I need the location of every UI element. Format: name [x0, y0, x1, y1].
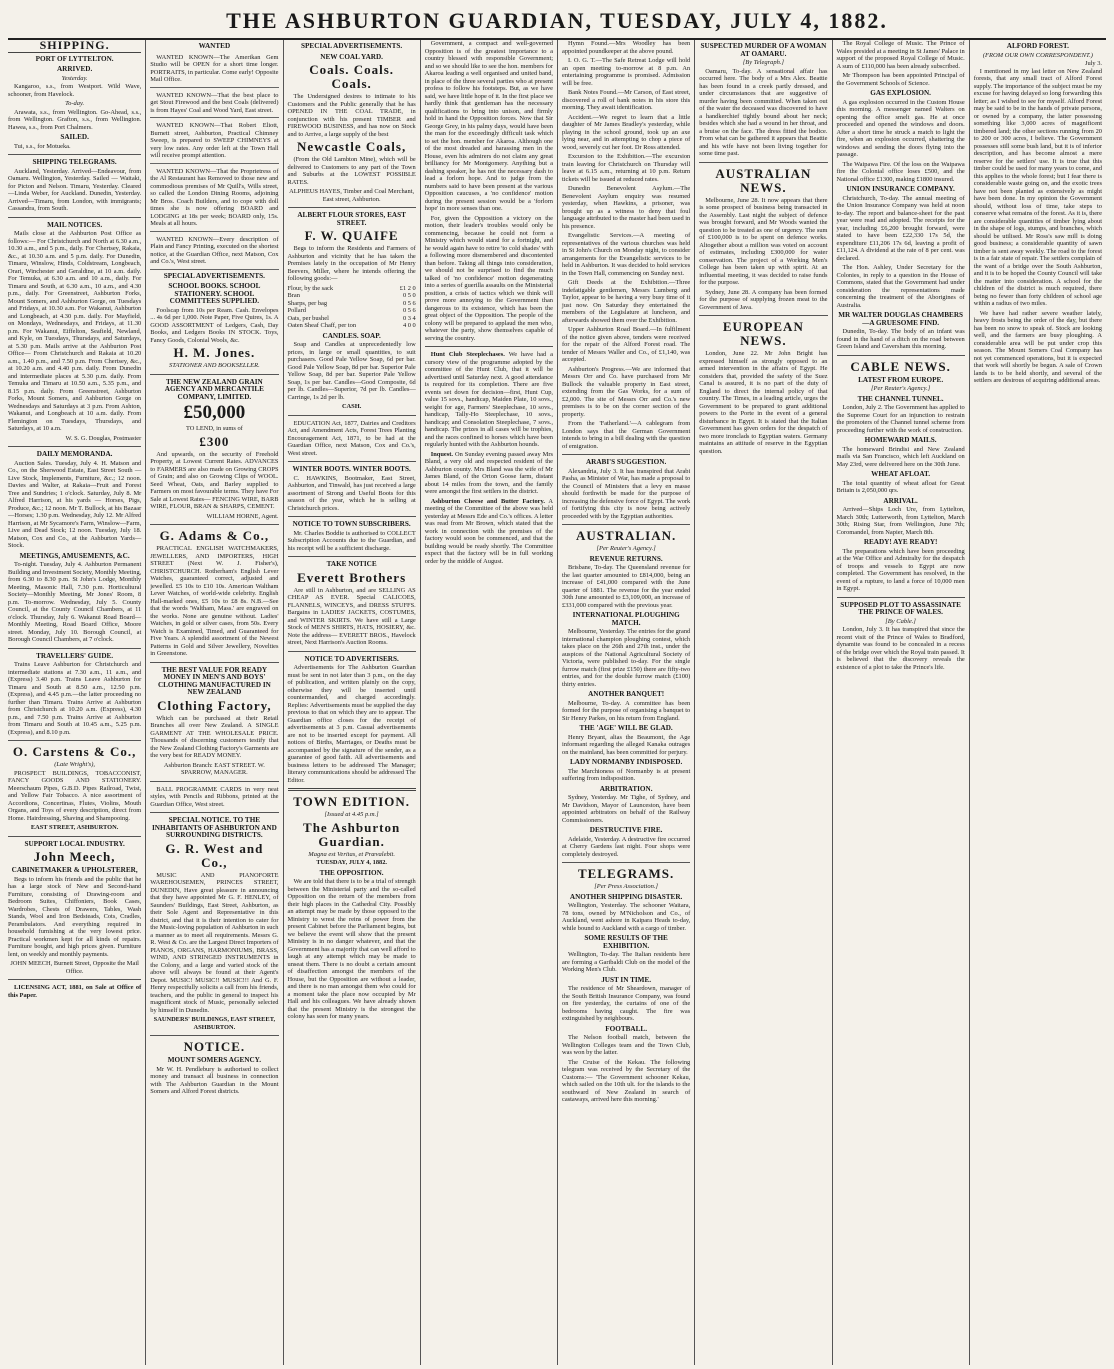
arrived-heading: ARRIVED.	[56, 65, 93, 73]
telegrams-heading: TELEGRAMS.	[577, 866, 675, 881]
paper-date: TUESDAY, JULY 4, 1882.	[316, 859, 388, 866]
saunders-address: SAUNDERS' BUILDINGS, EAST STREET, ASHBURTON.	[153, 1016, 276, 1031]
price-row: Bran 0 5 0	[287, 292, 416, 299]
exhibition-text: Wellington, To-day. The Italian residents here are forming a Garibaldi Club on the model of the Working Men's Club.	[562, 951, 691, 973]
nz-grain-heading: THE NEW ZEALAND GRAIN AGENCY AND MERCANTILE COMPANY, LIMITED.	[164, 377, 264, 401]
price-row: Oaten Sheaf Chaff, per ton 4 0 0	[287, 322, 416, 329]
ploughing-text: Melbourne, Yesterday. The entries for the grand international champion ploughing contest, which takes place on the 26th and 27th inst., under the auspices of the National Agricultural Society of Victoria, were published to-day. For the single furrow match (first prize £150) there are fifty-two entries, and for the double furrow match (£100) thirty entries.	[562, 628, 691, 688]
editorial-continued-2: For, given the Opposition a victory on the motion, their leader's troubles would only be commencing, because he could not form a Ministry which would stand for a fortnight, and he would again have to retire 'to cold shades' with a following more dismembered and discontented than before. Taking all things into consideration, we should not be surprised to find the much talked of 'no confidence' motion degenerating into a series of guerilla assaults on the Ministerial position, a crisis of tactics which we think will prove more annoying to the Government than dangerous to its existence, which has been the great object of the Opposition. The people of the colony will be prepared to applaud the men who, whatever the party, show themselves capable of serving the country.	[424, 214, 553, 342]
column-1	[8, 40, 145, 1365]
just-in-time-text: The residence of Mr Sheardown, manager of the South British Insurance Company, was found on fire yesterday, the curtains of one of the bedrooms having caught. The fire was extinguished by neighbours.	[562, 985, 691, 1022]
wanted-heading: WANTED	[198, 42, 231, 50]
nz-lend: TO LEND, in sums of	[185, 425, 243, 432]
age-heading: THE 'AGE' WILL BE GLAD.	[579, 724, 673, 732]
coal-text-2: (From the Old Lambton Mine), which will be delivered to Customers to any part of the Town and Suburbs at the LOWEST POSSIBLE RATES.	[287, 156, 416, 186]
wanted-ad-3: WANTED KNOWN—That Robert Eliott, Burnett street, Ashburton, Practical Chimney Sweep, is prepared to SWEEP CHIMNEYS at very low rates. Any order left at the Town Hall will receive prompt attention.	[150, 120, 278, 164]
port-heading: PORT OF LYTTELTON.	[35, 54, 114, 63]
column-4	[420, 40, 557, 1365]
arabi-text: Alexandria, July 3. It has transpired that Arabi Pasha, as Minister of War, has made a proposal to the Council of Ministers that a levy en masse should forthwith be made for the purpose of increasing the defensive force of Egypt. The work of fortifying this city is now being actively proceeded with by the Egyptian authorities.	[562, 467, 691, 520]
murder-sub: [By Telegraph.]	[742, 59, 785, 66]
plot-sub: [By Cable.]	[885, 617, 916, 625]
inquest	[425, 451, 553, 496]
gruesome-heading: MR WALTER DOUGLAS CHAMBERS—A GRUESOME FIND.	[838, 311, 964, 327]
wanted-ad-1: WANTED KNOWN—The Amerikan Gem Studio will be OPEN for a short time longer. PORTRAITS, in particular. Come early! Opposite Mail Office.	[150, 52, 278, 88]
winter-boots-text: C. HAWKINS, Bootmaker, East Street, Ashburton, and Tinwald, has just received a large assortment of Strong and Useful Boots for this season of the year, which he is selling at Christchurch prices.	[287, 474, 416, 512]
meech-text: Begs to inform his friends and the public that he has a large stock of New and Second-hand Furniture, consisting of Drawing-room and Bedroom Suites, Chiffoniers, Book Cases, Wardrobes, Chests of Drawers, Tables, Wash Stands, Wool and Iron Bedsteads, Cots, Cradles, Perambulators. And everything required in household furnishing at the very lowest price. Practical workmen kept for all kinds of repairs. Furniture bought, and high prices given. Furniture lent, on weekly and monthly payments.	[8, 875, 142, 958]
advertisers-heading: NOTICE TO ADVERTISERS.	[304, 654, 399, 663]
exhibition-heading: SOME RESULTS OF THE EXHIBITION.	[584, 934, 668, 950]
hunt-club-text: We have had a cursory view of the programme adopted by the committee of the Hunt Club, that it will be advertised until Saturday next. A good attendance is required for its completion. There are five events set down for decision—first, Hunt Cup, value 15 sovs., handicap, Maiden Plate, 10 sovs., weight for age, Farmers' Steeplechase, 10 sovs., handicap, Tally-Ho Steeplechase, 10 sovs., handicap; and Consolation Steeplechase, 7 sovs., handicap. The prizes in all cases will be trophies, and the races confined to horses which have been regularly hunted with the Ashburton hounds.	[424, 351, 553, 448]
issued-time: [Issued at 4.45 p.m.]	[324, 811, 379, 818]
shipping-disaster-heading: ANOTHER SHIPPING DISASTER.	[569, 892, 683, 901]
local-item-upper: Upper Ashburton Road Board.—In fulfilment of the notice given above, tenders were received for the repair of the Alford Forest road. The tender of Messrs Waller and Co., of £1,140, was accepted.	[562, 326, 691, 363]
hunt-club-heading: Hunt Club Steeplechases.	[430, 351, 505, 358]
inquest-text: On Sunday evening passed away Mrs Bland, a very old and respected resident of the Ashburton county. Mrs Bland was the wife of Mr James Bland, of the Orton Goose farm, distant about 14 miles from the town, and the family were amongst the first settlers in the district.	[424, 450, 553, 495]
meetings-heading: MEETINGS, AMUSEMENTS, &C.	[19, 551, 130, 560]
local-item-hymn: Hymn Found.—Mrs Woodley has been appointed poundkeeper at the above pound.	[562, 40, 691, 55]
murder-text: Oamaru, To-day. A sensational affair has occurred here. The body of a Mrs Alex. Beattie has been found in a creek partly dressed, and under circumstances that are suggestive of murder having been committed. When taken out of the water the deceased was discovered to have a handkerchief tightly bound about her neck; besides which she had a wound in her throat, and a bruise on the face. The dress fitted the bodice. From what can be gathered it appears that Beattie and his wife have not been living together for some time past.	[699, 67, 828, 157]
gas-heading: GAS EXPLOSION.	[870, 89, 931, 97]
column-7	[832, 40, 969, 1365]
price-list	[288, 285, 416, 330]
local-item-gifts: Gift Deeds at the Exhibition.—Three indefatigable gentlemen, Messrs Lumberg and Taylor, appear to be having a very busy time of it just now. On Saturday they entertained the members of the Legislature at luncheon, and afterwards showed them over the Exhibition.	[562, 279, 691, 324]
ball-cards: BALL PROGRAMME CARDS in very neat styles, with Pencils and Ribbons, printed at the Guardian Office, West street.	[150, 785, 279, 808]
union-heading: UNION INSURANCE COMPANY.	[846, 185, 955, 193]
nz-300: £300	[199, 433, 230, 449]
nz-amount: £50,000	[183, 402, 246, 423]
cable-news-sub: LATEST FROM EUROPE.	[858, 375, 944, 384]
plot-text: London, July 3. It has transpired that since the recent visit of the Prince of Wales to Bradford, dynamite was found to be concealed in a recess of the bridge over which the Royal train passed. It is believed that the discovery reveals the existence of a plot to take the Prince's life.	[836, 626, 965, 671]
adams-text: PRACTICAL ENGLISH WATCHMAKERS, JEWELLERS, AND IMPORTERS, HIGH STREET (Next W. J. Fisher's), CHRISTCHURCH. Rotherham's English Lever Watches, guaranteed correct, adjusted and jewelled. £5 10s to £10 10s. American Waltham Lever Watches, of world-wide celebrity. English Hall-marked ones, £5 10s to £8 8s. N.B.—See that the words 'Waltham, Mass.' are engraved on the works. None are genuine without. Ladies' Watches, in gold or silver cases, from 50s. Every Watch is Examined, Timed, and Guaranteed for Five Years. A splendid assortment of the Newest Patterns in Gold and Silver Jewellery, Novelties in Greenstone.	[150, 545, 279, 657]
local-item-dunedin: Dunedin Benevolent Asylum.—The Benevolent Asylum enquiry was resumed yesterday, when Hawkins, a prisoner, was brought up as a witness to deny that foul language attributed to the master had been used in his presence.	[562, 185, 691, 230]
daily-memoranda-text: Auction Sales. Tuesday, July 4. H. Matson and Co., on the Sherwood Estate, East Street South — Live Stock, Implements, Furniture, &c.; 12 noon. Davies and Walter, at Rakaia—Fruit and Forest Tree and Sundries; 1 o'clock. Saturday, July 8. Mr Alfred Harrison, at his yards — Horses, Pigs, Produce, &c.; 12 noon. Mr T. Bullock, at his Bazaar—Horses; 1.30 p.m. Wednesday, July 12. Mr Alfred Harrison, at Mr Sycamore's Farm, Winslow—Farm, Live and Dead Stock; 12 noon. Tuesday, July 18. Matson, Cox and Co., at the Ashburton Yards—Stock.	[8, 459, 142, 549]
gruesome-text: Dunedin, To-day. The body of an infant was found in the hand of a ditch on the road between Green Island and Caversham this morning.	[836, 328, 965, 350]
columns	[8, 40, 1106, 1365]
column-3	[283, 40, 420, 1365]
editorial-continued: Government, a compact and well-governed Opposition is of the greatest importance to a country blessed with responsible Government; and so we should like to see the hon. members for Akaroa leading a well organised and united band, in place of the three several parties who at present profess to follow his footsteps. But, as we have said, we have little hope of it. In the first place we hardly think that gentleman has the necessary qualifications to bring into unison, and firmly hold in hand the Opposition forces. Now that Sir George Grey, in his palmy days, would have been the man for the exceedingly difficult task which to set the hon. member for Akaroa. Although one of the most dreaded and harassing men in the House, even his admirers do not claim any great brilliancy for Mr Montgomery. Anything but a dashing speaker, he has not the necessary dash to lead a forlorn hope. And to judge from the numbers said to have been present at the various Opposition caucuses, a 'no confidence' motion during the present session would be a 'forlorn hope' in more senses than one.	[424, 40, 553, 212]
take-notice: TAKE NOTICE	[326, 560, 377, 568]
sailed-heading: SAILED.	[60, 133, 89, 141]
wheat-heading: WHEAT AFLOAT.	[871, 470, 931, 478]
arabi-heading: ARABI'S SUGGESTION.	[585, 458, 667, 466]
revenue-heading: REVENUE RETURNS.	[589, 554, 663, 563]
everett-text: Are still in Ashburton, and are SELLING AS CHEAP AS EVER. Special CALICOES, FLANNELS, WINCEYS, and DRESS STUFFS. Bargains in LADIES' JACKETS, COSTUMES, and WINTER SKIRTS. We have still a Large Stock of MEN'S SHIRTS, HATS, HOSIERY, &c. Note the address— EVERETT BROS., Havelock street, Next Harrison's Auction Rooms.	[287, 586, 416, 646]
column-6	[694, 40, 831, 1365]
lady-text: The Marchioness of Normanby is at present suffering from indisposition.	[562, 767, 691, 782]
jones-sub: STATIONER AND BOOKSELLER.	[169, 362, 260, 369]
grwest-text: MUSIC AND PIANOFORTE WAREHOUSEMEN, PRINCES STREET, DUNEDIN, Have great pleasure in announcing that they have appointed Mr G. F. HENLEY, of Saunders' Buildings, East Street, Ashburton, as their Sole Agent and Representative in this district, and that it is their intention to cater for the Music-loving population of Ashburton in such a manner as to meet all requirements. Messrs G. R. West & Co. are the Largest Direct Importers of PIANOS, ORGANS, HARMONIUMS, BRASS, WIND, AND STRINGED INSTRUMENTS in the Colony, and a large and varied stock of the above will always be found at their Agent's Depot. MUSIC! MUSIC!! MUSIC!!! And G. F. Henry respectfully solicits a call from his friends, teachers, and the public in general to inspect his magnificent stock of Music, personally selected by himself in Dunedin.	[150, 871, 279, 1014]
column-5	[557, 40, 694, 1365]
adams-name: G. Adams & Co.,	[159, 528, 270, 543]
notice-text: Mr W. H. Pendlebury is authorised to collect money and transact all business in connection with The Ashburton Guardian in the Mount Somers and Alford Forest districts.	[150, 1065, 279, 1095]
clothing-text: Which can be purchased at their Retail Branches all over New Zealand. A SINGLE GARMENT AT THE WHOLESALE PRICE. Thousands of discerning customers testify that the New Zealand Clothing Factory's Garments are the very best for READY MONEY.	[150, 714, 279, 759]
australian-news-text: Melbourne, June 28. It now appears that there is some prospect of business being transacted in the Assembly. Last night the subject of defence was brought forward, and Mr Woods wanted the question to be treated as one of urgency. The sum of £100,000 is to be spent on defence works. Altogether about a million was voted on account of estimates, including £300,000 for water conservation. The project of a Working Men's College has been taken up with spirit. At an influential meeting, it was decided to raise funds for the purpose.	[699, 196, 828, 286]
mail-signature: W. S. G. Douglas, Postmaster	[65, 434, 142, 442]
hunt-club	[425, 351, 553, 449]
price-row: Flour, by the sack £1 2 0	[287, 284, 416, 292]
ploughing-heading: INTERNATIONAL PLOUGHING MATCH.	[572, 611, 680, 627]
banquet-text: Melbourne, To-day. A committee has been formed for the purpose of organising a banquet to Sir Henry Parkes, on his return from England.	[562, 699, 691, 722]
licensing-notice: LICENSING ACT, 1881, on Sale at Office of this Paper.	[8, 984, 142, 999]
alford-text: I mentioned in my last letter on New Zealand forests, that any small tract of Alford Forest supply. The importance of the subject must be my excuse for having delayed so long forwarding this letter; as I wished to see for myself. Alford Forest may be said to be in the hands of private persons, or owned by a company, the latter possessing something like 3,000 acres of magnificent timbered land; the other sections running from 20 to 200 or 300 acres, I believe. The Government possesses still some bush land, but it is of inferior description, and has become almost a mere reserve for the settlers' use. It is true that this timber could be used for many years to come, and this applies to the whole forest; but I fear there is considerable waste going on, and the exotic trees have not been planted as extensively as might have been done. In my opinion the Government should, without loss of time, take steps to conserve what remains of the forest. As it is, there are considerable quantities of timber lying about in the shape of logs, stumps, and branches, which should be utilised. Mr Ross's saw mill is doing good business; a considerable quantity of sawn timber is sent away weekly. The road to the forest is in a fair state of repair. The settlers complain of the want of a bridge over the South Ashburton, and it is to be hoped the County Council will take the matter into consideration. A school for the children of the district is much required, there being no fewer than forty children of school age within a radius of two miles.	[973, 67, 1102, 307]
paper-name: The Ashburton Guardian.	[303, 819, 401, 849]
plot-heading: SUPPOSED PLOT TO ASSASSINATE THE PRINCE OF WALES.	[840, 600, 961, 616]
mail-notices-text: Mails close at the Ashburton Post Office as follows:— For Christchurch and North at 6.30 a.m., 10.30 a.m., and 5 p.m., daily. For Chertsey, Rakaia, &c., at 10.30 a.m. and 5 p.m. daily. For Dunedin, Timaru, Winslow, Hinds, Coldstream, Longbeach, Orari, Winchester and Geraldine, at 10 a.m. daily. For Temuka, at 6.30 a.m. and 10 a.m., daily. For Timaru and South, at 6.30 a.m., 10 a.m., and 4.30 p.m., daily. For Greenstreet, Ashburton Forks, Mount Somers, and Ashburton Gorge, on Tuesdays and Fridays, at 10.30 a.m. For Wakanui, Ashburton and Longbeach, at 4.30 p.m. daily. For Mayfield, on Mondays, Wednesdays, and Fridays, at 11.30 p.m. For Wakanui, Eiffelton, Seafield, Newland, and Kyle, on Tuesdays, Thursdays, and Saturdays, at 5.30 p.m. Mails arrive at the Ashburton Post Office— From Christchurch and Rakaia at 10.20 a.m., 1.40 p.m., and 7.50 p.m. From Chertsey, &c., at 10.20 a.m. and 4.40 p.m. daily. From Dunedin and intermediate places at 5.30 p.m. daily. From Temuka and Timaru at 10.50 a.m., 5.35 p.m., and 8.15 p.m. daily. From Greenstreet, Ashburton Forks, Mount Somers, and Ashburton Gorge on Wednesdays and Saturdays at 3 p.m. From Ashton, Wakanui, and Longbeach at 10 a.m. daily. From Flemington on Tuesdays, Thursdays, and Saturdays, at 10 a.m.	[8, 230, 142, 432]
telegrams-sub: [Per Press Association.]	[594, 883, 658, 890]
masthead	[8, 6, 1106, 40]
arrival-heading: ARRIVAL.	[883, 496, 918, 505]
union-text: Christchurch, To-day. The annual meeting of the Union Insurance Company was held at noon to-day. The report and balance-sheet for the past year were read and adopted. The receipts for the year, including £6,200 brought forward, were stated to have been £22,330 17s 5d, the expenditure £11,206 17s 6d, leaving a profit of £11,124. A dividend at the rate of 8 per cent. was declared.	[836, 194, 965, 262]
ready-heading: READY! AYE READY!	[863, 538, 938, 546]
ready-text: The preparations which have been proceeding at the War Office and Admiralty for the despatch of troops and vessels to Egypt are now completed. The Government has resolved, in the event of a rupture, to land a force of 10,000 men in Egypt.	[836, 547, 965, 592]
homeward-heading: HOMEWARD MAILS.	[864, 436, 937, 444]
carstens-address: EAST STREET, ASHBURTON.	[30, 824, 119, 831]
cheese-factory	[425, 498, 553, 566]
wanted-ad-4: WANTED KNOWN—That the Proprietress of the Al Restaurant has Removed to those new and commodious premises of Mr Quill's, Wills street, so called the London Dining Rooms, adjoining Mr Bros. Coach Builders, and to cope with doll times she is now offering BOARD and LODGING at 18s per week; BOARD only, 15s. Meals at all hours.	[150, 166, 278, 232]
arbitration-text: Sydney, Yesterday. Mr Tighe, of Sydney, and Mr Davidson, Mayor of Launceston, have been appointed arbitrators on behalf of the Railway Commissioners.	[562, 794, 691, 824]
albert-stores-heading: ALBERT FLOUR STORES, EAST STREET.	[297, 211, 406, 227]
australian-heading: AUSTRALIAN.	[576, 528, 677, 543]
everett-name: Everett Brothers	[297, 569, 407, 585]
coal-text: The Undersigned desires to intimate to his Customers and the Public generally that he has OPENED IN THE COAL TRADE, in conjunction with his present TIMBER and FIREWOOD BUSINESS, and has now on Stock and to Arrive, a large supply of the best	[287, 93, 416, 138]
advertisers-text: Advertisements for The Ashburton Guardian must be sent in not later than 3 p.m., on the day of publication, and written plainly on the copy, otherwise they will be inserted until countermanded, and charged accordingly. Replies: Advertisements must be supplied the day previous to that on which they are to appear. The Guardian office closes for the receipt of advertisements at 3 p.m. Casual advertisements are not to be inserted except for payment. All notices of Births, Marriages, or Deaths must be accompanied by the signature of the sender, as a guarantee of good faith. All advertisements and business letters to be addressed The Manager; literary communications should be addressed The Editor.	[287, 664, 416, 784]
arbitration-heading: ARBITRATION.	[599, 784, 653, 793]
carstens-text: PROSPECT BUILDINGS, TOBACCONIST, FANCY GOODS AND STATIONERY. Meerschaum Pipes, G.B.D. Pipes Railroad, Twist, and Yellow Fair Tobacco. A nice assortment of Accordions, Concertinas, Flutes, Violins, Mouth Organs, and Toys of every description, direct from Home. Hairdressing, Shaving and Shampooing.	[8, 769, 142, 822]
price-row: Pollard 0 5 6	[287, 307, 416, 314]
mail-notices-heading: MAIL NOTICES.	[47, 220, 103, 229]
town-edition: TOWN EDITION.	[293, 794, 411, 809]
cable-agency: [Per Reuter's Agency.]	[871, 385, 931, 392]
meech-name: John Meech,	[33, 849, 116, 864]
meetings-text: To-night. Tuesday, July 4. Ashburton Permanent Building and Investment Society, Monthly Meeting, from 6.30 to 8.30 p.m. St John's Lodge, Monthly Meeting, Masonic Hall, 7.30 p.m. Horticultural Society—Monthly Meeting, Mr Jones' Room, 8 p.m. To-morrow. Wednesday, July 5. County Council, at the County Council Chambers, at 11 o'clock. Thursday, July 6. Wakanui Road Board—Monthly Meeting, Road Board Office, Moore street. Monday, July 10. Borough Council, at Borough Council Chambers, at 7 o'clock.	[8, 561, 142, 643]
arrival-text: Arrived—Ships Loch Ure, from Lyttelton, March 30th; Lutterworth, from Lyttelton, March 30th; Rising Star, from Wellington, June 7th; Coromandel, from Napier, March 8th.	[836, 506, 965, 536]
price-row: Sharps, per bag 0 5 6	[287, 299, 416, 307]
lady-heading: LADY NORMANBY INDISPOSED.	[569, 758, 683, 766]
travellers-guide-text: Trains Leave Ashburton for Christchurch and intermediate stations at 7.30 a.m., 11 a.m., and (Express) 3.40 p.m. Trains Leave Ashburton for Timaru and South at 8.50 a.m., 12.50 p.m. (Express), and 4.45 p.m.—the latter proceeding no further than Timaru. Trains Arrive at Ashburton from Christchurch at 10.20 a.m. (Express), 4.30 p.m., and 7.50 p.m. Trains Arrive at Ashburton from Timaru and South at 10.45 a.m., 5.25 p.m. (Express), and 8.10 p.m.	[8, 661, 142, 736]
arrivals-today: Arawata, s.s., from Wellington. Go-Ahead, s.s., from Wellington. Grafton, s.s., from Wellington. Hawea, s.s., from Port Chalmers.	[8, 108, 142, 131]
age-text: Henry Bryant, alias the Beaumont, the Age informant regarding the alleged Kanaka outrages on the mainland, has been committed for perjury.	[562, 733, 691, 756]
european-news-heading: EUROPEAN NEWS.	[722, 319, 804, 348]
education-act: EDUCATION Act, 1877, Dairies and Creditors Act, and Amendment Acts, Forest Trees Planting Encouragement Act, 1871, to be had at the Guardian Office, next Matson, Cox and Co.'s, West street.	[287, 419, 416, 457]
banquet-heading: ANOTHER BANQUET!	[588, 690, 665, 698]
cheese-factory-heading: Ashburton Cheese and Butter Factory.	[430, 497, 545, 505]
wanted-ad-5: WANTED KNOWN—Every description of Plain and Fancy Printing, executed on the shortest notice, at the Guardian Office, next Matson, Cox and Co.'s, West street.	[150, 234, 278, 270]
alford-text-2: We have had rather severe weather lately, heavy frosts being the order of the day, but there has been no snow to speak of. Stock are looking well, and the farmers are busy ploughing. A considerable area will be put under crop this season. The Mount Somers Coal Company has not yet commenced operations, but it is expected that work will shortly be begun. A sale of Crown lands is to be held shortly, and several of the settlers are desirous of acquiring additional areas.	[973, 309, 1102, 384]
just-in-time-heading: JUST IN TIME.	[601, 975, 652, 984]
editorial-text: We are told that there is to be a trial of strength between the Ministerial party and the so-called Opposition on the return of the members from their high places in the Cathedral City. Possibly an attempt may be made by those opposed to the Ministry to wrest the reins of power from the present Cabinet before the Parliament begins, but we believe the event will show that the present Ministry is in no danger whatever, and that the Government has a majority that can well afford to laugh at any attempt which may be made to unseat them. There is no doubt a certain amount of disaffection amongst the members of the House, but the Opposition are without a leader, and there is no man amongst them who could for a moment take the place now occupied by Mr Hall and his colleagues. We have already shown that the present Ministry is the strongest the colony has seen for many years.	[287, 878, 416, 1020]
clothing-name: Clothing Factory,	[157, 697, 272, 713]
nz-grain-text: And upwards, on the security of Freehold Property, at Lowest Current Rates. ADVANCES to FARMERS are also made on Growing CROPS of Grain; and also on Growing Clips of WOOL. Seed Wheat, Oats, and Barley supplied to Farmers on most favourable terms. They have For Sale at Lowest Rates— FENCING WIRE, BARB WIRE, FLOUR, BRAN & SHARPS, CEMENT.	[150, 450, 279, 510]
carstens-sub: (Late Wright's),	[54, 761, 95, 768]
carstens-name: O. Carstens & Co.,	[12, 744, 137, 759]
hayes-signature: ALPHEUS HAYES, Timber and Coal Merchant, East street, Ashburton.	[289, 188, 415, 203]
column-8	[969, 40, 1106, 1365]
price-row: Oats, per bushel 0 3 4	[287, 314, 416, 322]
notice-sub: MOUNT SOMERS AGENCY.	[167, 1056, 261, 1064]
grwest-name: G. R. West and Co.,	[165, 840, 264, 870]
local-item-bank: Bank Notes Found.—Mr Carson, of East street, discovered a roll of bank notes in his store this morning. They await identification.	[562, 89, 691, 111]
australian-news-heading: AUSTRALIAN NEWS.	[715, 165, 812, 195]
football-text: The Nelson football match, between the Wellington Colleges team and the Town Club, was won by the latter.	[562, 1034, 691, 1056]
sydney-text: Sydney, June 28. A company has been formed for the purpose of supplying frozen meat to the Government of Java.	[699, 288, 828, 311]
nz-signature: WILLIAM HORNE, Agent.	[206, 512, 279, 520]
clothing-branch: Ashburton Branch: EAST STREET. W. SPARROW, MANAGER.	[163, 761, 265, 776]
opposition-heading: THE OPPOSITION.	[319, 868, 384, 877]
waipawa-text: The Waipawa Fire. Of the loss on the Waipawa fire the Colonial office loses £500, and the National office £1300, making £1800 insured.	[836, 160, 965, 183]
shipping-heading: SHIPPING.	[8, 42, 141, 53]
notice-heading: NOTICE.	[183, 1039, 246, 1054]
subscribers-text: Mr. Charles Boddie is authorised to COLLECT Subscription Accounts due to the Guardian, and his receipt will be a sufficient discharge.	[287, 529, 416, 552]
kekau-text: The Cruise of the Kekau. The following telegram was received by the Secretary of the Customs:— 'The Government schooner Kekau, which sailed on the 10th ult. for the islands to the southward of New Zealand in search of castaways, arrived here this morning.'	[562, 1058, 691, 1103]
murder-heading: SUSPECTED MURDER OF A WOMAN AT OAMARU.	[700, 42, 827, 58]
inquest-heading: Inquest.	[430, 450, 453, 458]
travellers-guide-heading: TRAVELLERS' GUIDE.	[36, 651, 114, 660]
sailed-list: Tui, s.s., for Motueka.	[14, 142, 71, 150]
meech-signature: JOHN MEECH, Burnett Street, Opposite the Mail Office.	[10, 960, 139, 975]
fire-text: Adelaide, Yesterday. A destructive fire occurred at Cherry Gardens last night. Four shops were completely destroyed.	[562, 835, 691, 858]
football-heading: FOOTBALL.	[605, 1024, 647, 1033]
newcastle-heading: Newcastle Coals,	[297, 139, 407, 154]
yesterday-label: Yesterday.	[61, 74, 88, 82]
fire-heading: DESTRUCTIVE FIRE.	[589, 826, 663, 834]
alford-date: July 3.	[1084, 60, 1102, 67]
cable-news-heading: CABLE NEWS.	[850, 358, 951, 374]
local-item-evangelistic: Evangelistic Services.—A meeting of representatives of the various churches was held in St John's Church on Monday night, to consider arrangements for the Evangelistic services to be held in Ashburton. It was decided to hold services in the Town Hall, commencing on Sunday next.	[562, 232, 691, 277]
shipping-disaster-text: Wellington, Yesterday. The schooner Waitara, 78 tons, owned by M'Nicholson and Co., of Auckland, went ashore in Kaipara Heads to-day, while bound to Auckland with a cargo of timber.	[562, 902, 691, 932]
daily-memoranda-heading: DAILY MEMORANDA.	[36, 450, 113, 458]
local-item-iogt: I. O. G. T.—The Safe Retreat Lodge will hold an open meeting to-morrow at 8 p.m. An entertaining programme is promised. Admission will be free.	[562, 57, 691, 87]
subscribers-heading: NOTICE TO TOWN SUBSCRIBERS.	[292, 520, 411, 528]
european-news-text: London, June 22. Mr John Bright has expressed himself as strongly opposed to an armed intervention in the affairs of Egypt. He considers that, provided the safety of the Suez Canal is assured, it is no part of the duty of England to direct the internal policy of that country. The Times, in a leading article, urges the Government to be prepared to grant additional powers to the Porte in the event of a general disturbance in Egypt. It is stated that the Italian Government has given orders for the despatch of two more ironclads to Egyptian waters. Germany maintains an attitude of reserve in the Egyptian question.	[699, 350, 828, 455]
meech-trade: CABINETMAKER & UPHOLSTERER,	[11, 866, 138, 874]
royal-college-text: The Royal College of Music. The Prince of Wales presided at a meeting in St James' Palace in support of the proposed Royal College of Music. A sum of £110,000 has been already subscribed.	[836, 40, 965, 70]
revenue-text: Brisbane, To-day. The Queensland revenue for the last quarter amounted to £814,000, being an increase of £41,000 compared with the June quarter of 1881. The revenue for the year ended 30th June amounted to £3,109,000, an increase of £331,000 compared with the previous year.	[562, 564, 691, 609]
meech-support: SUPPORT LOCAL INDUSTRY.	[24, 839, 125, 848]
wanted-ad-2: WANTED KNOWN—That the best place to get Stout Firewood and the best Coals (delivered) is from Hayes' Coal and Wood Yard, East street.	[150, 90, 278, 119]
jones-name: H. M. Jones.	[173, 345, 256, 360]
local-item-accident: Accident.—We regret to learn that a little daughter of Mr James Bradley's yesterday, while playing in the school ground, took up an axe lying near, and in attempting to chop a piece of wood, severely cut her foot. Dr Ross attended.	[562, 113, 691, 151]
masthead-title: THE ASHBURTON GUARDIAN, TUESDAY, JULY 4, 1882.	[226, 8, 888, 33]
today-label: To-day.	[65, 100, 85, 107]
clothing-heading: THE BEST VALUE FOR READY MONEY IN MEN'S AND BOYS' CLOTHING MANUFACTURED IN NEW ZEALAND	[157, 665, 271, 696]
cash-label: CASH.	[341, 403, 362, 410]
gas-text: A gas explosion occurred in the Custom House this morning. A messenger named Walters on opening the office smelt gas. He at once proceeded and opened the windows and doors. After a short time he struck a match to light the fire, when an explosion occurred, shattering the windows and sending the doors flying into the passage.	[836, 98, 965, 158]
local-item-excursion: Excursion to the Exhibition.—The excursion train leaving for Christchurch on Thursday will leave at 6.15 a.m., returning at 10 p.m. Return tickets will be issued at reduced rates.	[562, 153, 691, 183]
alford-heading: ALFORD FOREST.	[1006, 42, 1069, 50]
wheat-text: The total quantity of wheat afloat for Great Britain is 2,050,000 qrs.	[836, 479, 965, 494]
candles-heading: CANDLES. SOAP.	[322, 331, 381, 340]
column-2	[145, 40, 282, 1365]
homeward-text: The homeward Brindisi and New Zealand mails via San Francisco, which left Auckland on May 23rd, were delivered here on the 30th June.	[836, 445, 965, 468]
winter-boots-heading: WINTER BOOTS. WINTER BOOTS.	[292, 465, 411, 473]
alford-sub: (FROM OUR OWN CORRESPONDENT.)	[982, 51, 1093, 59]
coal-yard-heading: NEW COAL YARD.	[320, 52, 383, 61]
cheese-factory-text: A meeting of the Committee of the above was held yesterday at Messrs Ede and Co.'s offices. A letter was read from Mr Brown, which stated that the work in connection with the premises of the factory would soon be commenced, and that the building would be ready shortly. The Committee expect that the factory will be in full working order by the middle of August.	[424, 497, 553, 565]
soap-text: Soap and Candles at unprecedentedly low prices, in large or small quantities, to suit purchasers. Good Pale Yellow Soap, 6d per bar. Good Pale Yellow Soap, 8d per bar. Superior Pale Yellow Soap, 8d per bar. Superior Pale Yellow Soap, 1s per bar. Candles—Good Composite, 6d per lb. Candles—Superior, 7d per lb. Candles—Carringe, 1s 2d per lb.	[287, 341, 416, 401]
schools-text: Mr Thompson has been appointed Principal of the Government Schools of Science.	[836, 72, 965, 87]
arrivals-yesterday: Kangaroo, s.s., from Westport. Wild Wave, schooner, from Havelock.	[8, 83, 142, 98]
coals-heading: Coals. Coals. Coals.	[309, 62, 395, 91]
australian-sub: [Per Reuter's Agency.]	[596, 545, 656, 552]
aborigines-text: The Hon. Ashley, Under Secretary for the Colonies, in reply to a question in the House of Commons, stated that the Government had under consideration the representations made concerning the treatment of the Aborigines of Australia.	[836, 264, 965, 309]
tunnel-heading: THE CHANNEL TUNNEL.	[857, 394, 944, 403]
paper-motto: Magna est Veritas, et Prævalebit.	[308, 850, 395, 858]
shipping-telegrams-text: Auckland, Yesterday. Arrived—Endeavour, from Oamaru. Wellington, Yesterday. Sailed — Waitaki, for Picton and Nelson. Timaru, Yesterday. Cleared—Linda Weber, for Auckland. Dunedin, Yesterday. Arrived—Timaru, from London, with immigrants; Cassandra, from South.	[8, 167, 142, 212]
school-books-heading: SCHOOL BOOKS. SCHOOL STATIONERY. SCHOOL COMMITTEES SUPPLIED.	[168, 282, 261, 305]
shipping-telegrams-heading: SHIPPING TELEGRAMS.	[32, 158, 117, 166]
local-item-fatherland: From the 'Fatherland.'—A cablegram from London says that the German Government intends to bring in a bill dealing with the question of emigration.	[562, 420, 691, 450]
special-ads-heading-3: SPECIAL ADVERTISEMENTS.	[301, 42, 403, 50]
quaife-text: Begs to inform the Residents and Farmers of Ashburton and vicinity that he has taken the Premises lately in the occupation of Mr Henry Beevers, Miller, where he intends offering the following goods:—	[287, 245, 416, 282]
school-books-text: Foolscap from 10s per Ream. Cash. Envelopes ... 4s 6d per 1,000. Note Paper, Five Quires, 1s. A GOOD ASSORTMENT of Ledgers, Cash, Day Books, and Ledgers Books IN STOCK. Toys, Fancy Goods, Colonial Wools, &c.	[150, 306, 279, 344]
local-item-progress: Ashburton's Progress.—We are informed that Messrs Orr and Co. have purchased from Mr Bullock the valuable property in East street, extending from the Gas Works, for a sum of £2,000. The site of Messrs Orr and Co.'s new premises is to be on the corner section of the property.	[562, 365, 691, 418]
quaife-name: F. W. QUAIFE	[304, 228, 399, 243]
tunnel-text: London, July 2. The Government has applied to the Supreme Court for an injunction to restrain the promoters of the Channel tunnel scheme from proceeding further with the work of construction.	[836, 404, 965, 434]
special-ads-heading: SPECIAL ADVERTISEMENTS.	[163, 271, 265, 280]
special-notice-heading: SPECIAL NOTICE. TO THE INHABITANTS OF ASHBURTON AND SURROUNDING DISTRICTS.	[151, 816, 277, 839]
